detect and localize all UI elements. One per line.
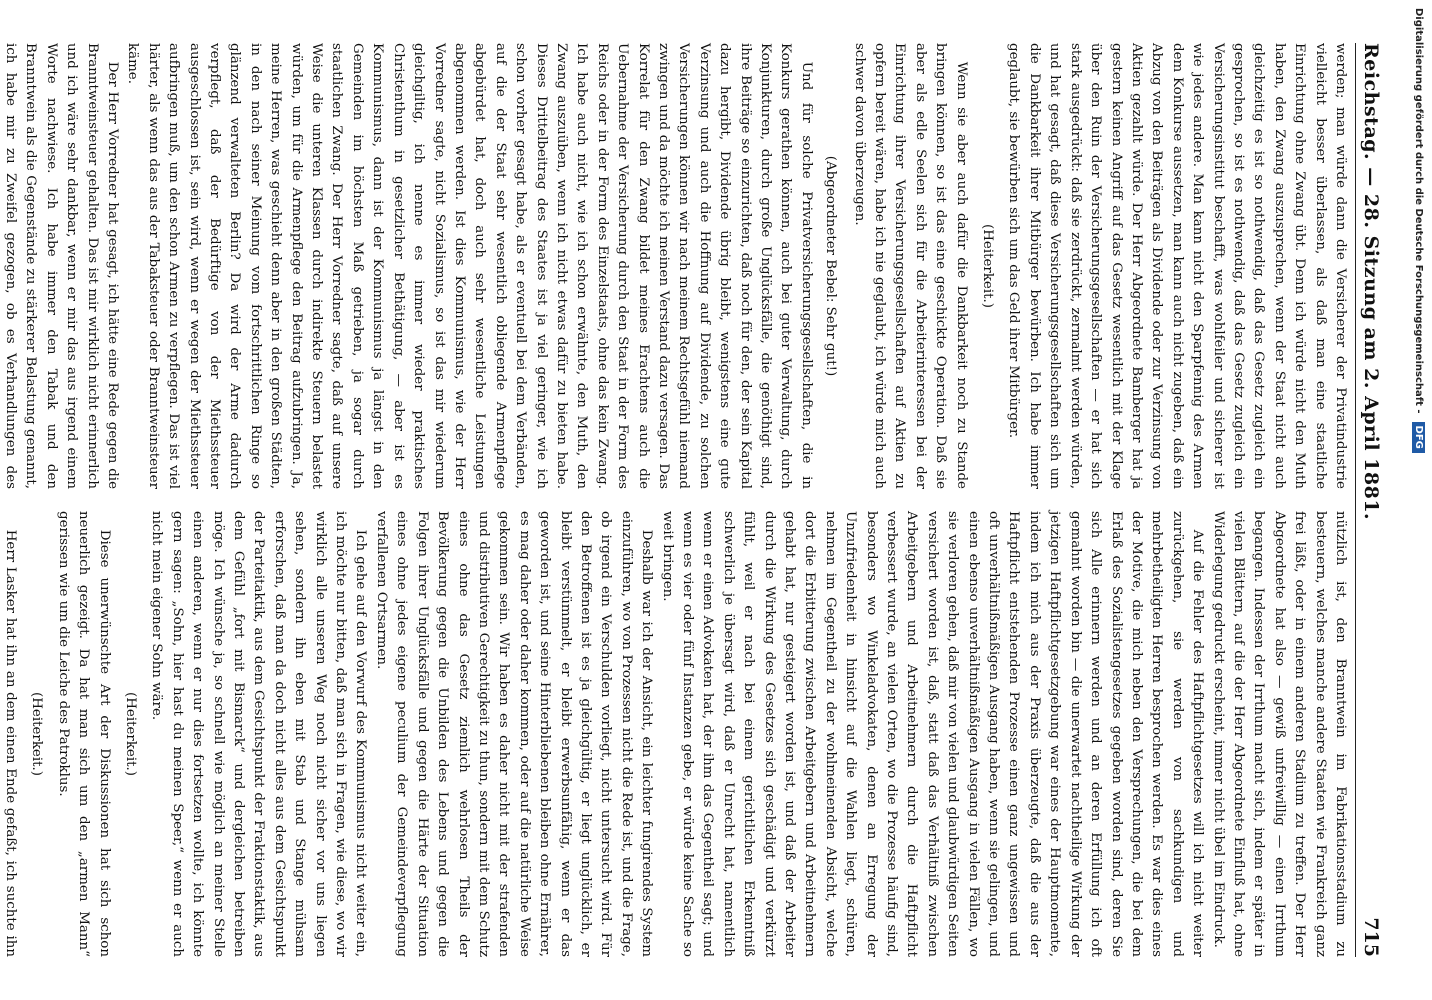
paragraph: Der Herr Vorredner hat gesagt, ich hätte eine Rede gegen die Branntweinsteuer gehalten. Das ist mir wirklich nicht erinnerlich und ich wäre sehr dankbar, wenn er mir das aus irgend einem Worte nachwiese. Ich habe immer den Tabak und den Branntwein als die Gegenstände zu stärkerer Belastung genannt, ich habe mir zu Zweifel gezogen, ob es Verhandlungen des	[3, 43, 121, 489]
paragraph: Diese unerwünschte Art der Diskussionen hat sich schon neuerlich gezeigt. Da hat man sich um den „armen Mann“ gerissen wie um die Leiche des Patroklus.	[55, 511, 112, 957]
credit-text: Digitalisierung gefördert durch die Deutsche Forschungsgemeinschaft -	[1413, 8, 1425, 414]
paragraph: Wenn sie aber auch dafür die Dankbarkeit noch zu Stande bringen können, so ist das eine geschickte Operation. Daß sie aber als edle Seelen sich für die Arbeiterinteressen bei der Einrichtung ihrer Versicherungsgesellschaften auf Aktien zu opfern bereit wären, habe ich nie geglaubt, ich würde mich auch schwer davon überzeugen.	[851, 43, 969, 489]
right-column	[3, 511, 1350, 957]
interjection: (Abgeordneter Bebel: Sehr gut!)	[823, 155, 839, 377]
paragraph: werden; man würde dann die Versicherer der Privatindustrie vielleicht besser überlassen, als daß man eine staatliche Einrichtung ohne Zwang übt. Denn ich würde nicht den Muth haben, den Zwang auszusprechen, wenn der Staat nicht auch gleichzeitig es ist so nothwendig, daß das Gesetz zugleich ein gesprochen, so ist es nothwendig, daß das Gesetz zugleich ein Versicherungsinstitut beschafft, was wohlfeiler und sicherer ist wie jedes andere. Man kann nicht den Sparpfennig des Armen dem Konkurse aussetzen, man kann auch nicht zugeben, daß ein Abzug von den Beiträgen als Dividende oder zur Verzinsung von Aktien gezahlt würde. Der Herr Abgeordnete Bamberger hat ja gestern keinen Angriff auf das Gesetz wesentlich mit der Klage über den Ruin der Versicherungsgesellschaften — er hat sich stark ausgedrückt: daß sie zerdrückt, zermalmt werden würden, und hat gesagt, daß diese Versicherungsgesellschaften sich um die Dankbarkeit ihrer Mitbürger bewürben. Ich habe immer geglaubt, sie bewürben sich um das Geld ihrer Mitbürger.	[1006, 43, 1348, 489]
dfg-logo: DFG	[1413, 422, 1426, 453]
text-columns	[3, 43, 1350, 957]
running-title: Reichstag. — 28. Sitzung am 2. April 1881.	[1360, 43, 1382, 521]
document-page	[3, 35, 1406, 965]
paragraph: Ich gehe auf den Vorwurf des Kommunismus nicht weiter ein, ich möchte nur bitten, daß man sich in Fragen, wie diese, wo wir wirklich alle unseren Weg noch nicht sicher vor uns liegen sehen, sondern ihn eben mit Stab und Stange mühsam erforschen, daß man da doch nicht alles aus dem Gesichtspunkt der Parteitaktik, aus dem Gesichtspunkt der Fraktionstaktik, aus dem Gefühl „fort mit Bismarck“ und dergleichen betreiben möge. Ich wünsche ja, so schnell wie möglich an meiner Stelle einen anderen, wenn er nur dies fortsetzen wollte, ich könnte gern sagen: „Sohn, hier hast du meinen Speer,“ wenn er auch nicht mein eigener Sohn wäre.	[149, 511, 369, 957]
digitization-credit	[1408, 8, 1430, 993]
page-number: 715	[1360, 917, 1382, 957]
stage-direction: (Heiterkeit.)	[29, 692, 45, 776]
paragraph: Deshalb war ich der Ansicht, ein leichter fungirendes System einzuführen, wo von Prozessen nicht die Rede ist, und die Frage, ob irgend ein Verschulden vorliegt, nicht untersucht wird. Für den Betroffenen ist es ja gleichgültig, er liegt unglücklich, er bleibt verstümmelt, er bleibt erwerbsunfähig, wenn er das geworden ist, und seine Hinterbliebenen bleiben ohne Ernährer, es mag daher oder daher kommen, oder auf die natürliche Weise gekommen sein. Wir haben es daher nicht mit der strafenden und distributiven Gerechtigkeit zu thun, sondern mit dem Schutz eines ohne das Gesetz ziemlich wehrlosen Theils der Bevölkerung gegen die Unbilden des Lebens und gegen die Folgen ihrer Unglücksfälle und gegen die Härte der Situation eines ohne jedes eigene peculium der Gemeindeverpflegung verfallenen Ortsarmen.	[373, 511, 655, 957]
stage-direction: (Heiterkeit.)	[123, 692, 139, 776]
paragraph: Herr Lasker hat ihn an dem einen Ende gefaßt, ich suchte ihn	[3, 529, 18, 957]
page-header	[1355, 43, 1396, 957]
stage-direction: (Heiterkeit.)	[980, 224, 996, 308]
paragraph: nützlich ist, den Branntwein im Fabrikationsstadium zu besteuern, welches manche andere Staaten wie Frankreich ganz frei läßt, oder in einem anderen Stadium zu treffen. Der Herr Abgeordnete hat also — gewiß unfreiwillig — einen Irrthum begangen. Indessen der Irrthum macht sich, indem er später in vielen Blättern, auf die der Herr Abgeordnete Einfluß hat, ohne Widerlegung gedruckt erscheint, immer nicht übel im Eindruck.	[1210, 511, 1348, 957]
paragraph: Und für solche Privatversicherungsgesellschaften, die in Konkurs gerathen können, auch bei guter Verwaltung, durch Konjunkturen, durch große Unglücksfälle, die genöthigt sind, ihre Beiträge so einzurichten, daß noch für den, der sein Kapital dazu hergibt, Dividende übrig bleibt, wenigstens eine gute Verzinsung und auch die Hoffnung auf Dividende, zu solchen Versicherungen können wir nach meinem Rechtsgefühl niemand zwingen und da möchte ich meinen Verstand dazu versagen. Das Korrelat für den Zwang bildet meines Erachtens auch die Uebernahme der Versicherung durch den Staat in der Form des Reichs oder in der Form des Einzelstaats, ohne das kein Zwang. Ich habe auch nicht, wie ich schon erwähnte, den Muth, den Zwang auszuüben, wenn ich nicht etwas dafür zu bieten habe. Dieses Drittelbeitrag des Staates ist ja viel geringer, wie ich schon vorher gesagt habe, als er eventuell bei dem Verbänden, auf die der Staat sehr wesentlich obliegende Armenpflege abgebürdet hat, doch auch sehr wesentliche Leistungen abgenommen werden. Ist dies Kommunismus, wie der Herr Vorredner sagte, nicht Sozialismus, so ist das mir wiederum gleichgiltig, ich nenne es immer wieder praktisches Christenthum in gesetzlicher Bethätigung, — aber ist es Kommunismus, dann ist der Kommunismus ja längst in den Gemeinden im höchsten Maß getrieben, ja sogar durch staatlichen Zwang. Der Herr Vorredner sagte, daß auf unsere Weise die unteren Klassen durch indirekte Steuern belastet würden, um für die Armenpflege den Beitrag aufzubringen. Ja, meine Herren, was geschieht denn aber in den großen Städten, in den nach seiner Meinung vom fortschrittlichen Ringe so glänzend verwalteten Berlin? Da wird der Arme dadurch verpflegt, daß der Bedürftige von der Miethssteuer ausgeschlossen ist, sein wird, wenn er wegen der Miethssteuer aufbringen muß, um den schon Armen zu verpflegen. Das ist viel härter, als wenn das aus der Tabaksteuer oder Branntweinsteuer käme.	[125, 43, 814, 489]
left-column	[3, 43, 1350, 489]
paragraph: Auf die Fehler des Haftpflichtgesetzes will ich nicht weiter zurückgehen, sie werden von sachkundigen und mehrbetheiligten Herren besprochen werden. Es war dies eines der Motive, die mich neben den Versprechungen, die bei dem Erlaß des Sozialistengesetzes gegeben worden sind, deren Sie sich Alle erinnern werden und an deren Erfüllung ich oft gemahnt worden bin — die unerwartet nachtheilige Wirkung der jetzigen Haftpflichtgesetzgebung war eines der Hauptmomente, indem ich mich aus der Praxis überzeugte, daß die aus der Haftpflicht entstehenden Prozesse einen ganz ungewissen und oft unverhältnißmäßigen Ausgang haben, wenn sie gelingen, und einen ebenso unverhältnißmäßigen Ausgang in vielen Fällen, wo sie verloren gehen, daß mir von vielen und glaubwürdigen Seiten versichert worden ist, daß, statt daß das Verhältniß zwischen Arbeitgebern und Arbeitnehmern durch die Haftpflicht verbessert wurde, an vielen Orten, wo die Prozesse häufig sind, besonders wo Winkeladvokaten, denen an Erregung der Unzufriedenheit in hinsicht auf die Wahlen liegt, schüren, nehmen im Gegentheil zu der wohlmeinenden Absicht, welche dort die Erbitterung zwischen Arbeitgebern und Arbeitnehmern gehabt hat, nur gesteigert worden ist, und daß der Arbeiter durch die Wirkung des Gesetzes sich geschädigt und verkürzt fühlt, weil er nach bei einem gerichtlichen Erkenntniß schwerlich je übersagt wird, daß er Unrecht hat, namentlich wenn er einen Advokaten hat, der ihm das Gegentheil sagt; und wenn es vier oder fünf Instanzen gebe, er würde keine Sache so weit bringen.	[659, 511, 1206, 957]
